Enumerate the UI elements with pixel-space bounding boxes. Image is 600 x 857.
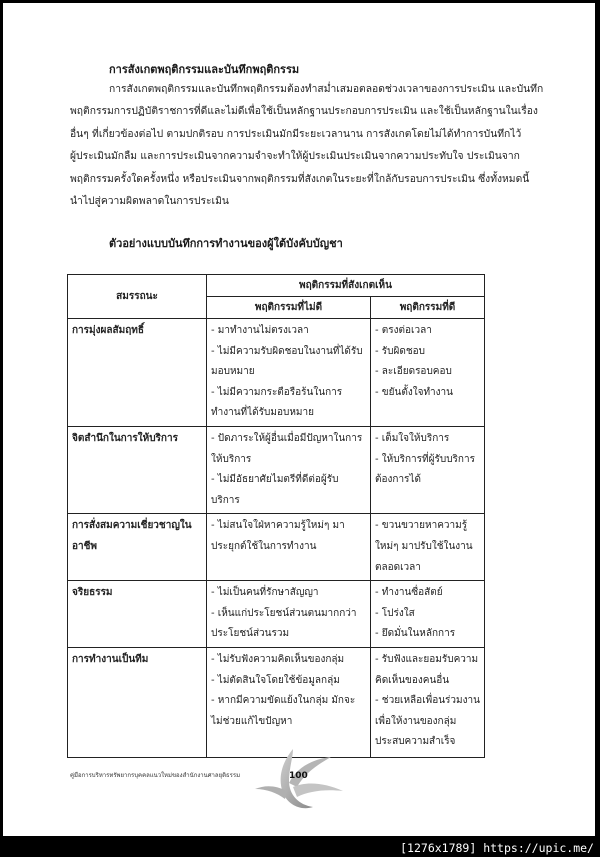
good-behavior-item: - ให้บริการที่ผู้รับบริการต้องการได้ [375,453,475,486]
bad-behavior-cell [207,319,371,427]
table-row [68,319,485,427]
good-behavior-cell [371,319,485,427]
competency-cell: การสั่งสมความเชี่ยวชาญในอาชีพ [68,514,207,581]
paragraph-line: อื่นๆ ที่เกี่ยวข้องต่อไป ตามปกติรอบ การประเมินมักมีระยะเวลานาน การสังเกตโดยไม่ได้ทำการบันทึกไว้ [70,127,522,140]
bad-behavior-item: - ปัดภาระให้ผู้อื่นเมื่อมีปัญหาในการให้บริการ [211,432,363,465]
paragraph-line: พฤติกรรมการปฏิบัติราชการที่ดีและไม่ดีเพื่อใช้เป็นหลักฐานประกอบการประเมิน และใช้เป็นหลักฐานในเรื่อง [70,105,538,118]
good-behavior-cell [371,426,485,513]
bad-behavior-item: - ไม่เป็นคนที่รักษาสัญญา [211,587,319,599]
competency-cell: จิตสำนึกในการให้บริการ [68,426,207,513]
table-row [68,514,485,581]
bad-behavior-item: - ไม่สนใจใฝ่หาความรู้ใหม่ๆ มาประยุกต์ใช้ในการทำงาน [211,520,345,552]
good-behavior-item: - โปร่งใส [375,607,415,619]
good-behavior-item: - ละเอียดรอบคอบ [375,366,452,378]
good-behavior-item: - รับผิดชอบ [375,345,425,357]
table-row [68,426,485,513]
paragraph-line: นำไปสู่ความผิดพลาดในการประเมิน [70,195,229,208]
good-behavior-item: - ขวนขวายหาความรู้ใหม่ๆ มาปรับใช้ในงานตลอดเวลา [375,520,473,573]
bad-behavior-cell [207,426,371,513]
good-behavior-cell [371,514,485,581]
good-behavior-item: - ยึดมั่นในหลักการ [375,628,456,640]
page-number: 100 [289,771,308,781]
document-page [3,3,595,836]
bad-behavior-item: - หากมีความขัดแย้งในกลุ่ม มักจะไม่ช่วยแก้ไขปัญหา [211,695,356,727]
paragraph-line: การสังเกตพฤติกรรมและบันทึกพฤติกรรมต้องทำสม่ำเสมอตลอดช่วงเวลาของการประเมิน และบันทึก [109,83,544,95]
section-paragraph [70,78,544,212]
header-observed-behavior: พฤติกรรมที่สังเกตเห็น [207,275,485,297]
example-heading: ตัวอย่างแบบบันทึกการทำงานของผู้ใต้บังคับบัญชา [109,237,343,250]
bad-behavior-item: - ไม่ตัดสินใจโดยใช้ข้อมูลกลุ่ม [211,674,340,686]
competency-cell: การมุ่งผลสัมฤทธิ์ [68,319,207,427]
competency-cell: จริยธรรม [68,581,207,648]
paragraph-line: พฤติกรรมครั้งใดครั้งหนึ่ง หรือประเมินจากพฤติกรรมที่สังเกตในระยะที่ใกล้กับรอบการประเมิน ซึ่งทั้งหมดนี้ [70,172,530,185]
good-behavior-cell [371,647,485,757]
bad-behavior-item: - ไม่มีอัธยาศัยไมตรีที่ดีต่อผู้รับบริการ [211,474,339,506]
bad-behavior-item: - ไม่มีความกระตือรือร้นในการทำงานที่ได้รับมอบหมาย [211,386,343,419]
bad-behavior-cell [207,647,371,757]
bad-behavior-item: - ไม่รับฟังความคิดเห็นของกลุ่ม [211,653,345,665]
bad-behavior-item: - เห็นแก่ประโยชน์ส่วนตนมากกว่าประโยชน์ส่วนรวม [211,607,357,640]
behavior-record-table [67,274,485,758]
competency-cell: การทำงานเป็นทีม [68,647,207,757]
bad-behavior-item: - มาทำงานไม่ตรงเวลา [211,325,309,336]
table-header-row [68,275,485,297]
bad-behavior-cell [207,514,371,581]
good-behavior-item: - ขยันตั้งใจทำงาน [375,386,453,398]
bad-behavior-item: - ไม่มีความรับผิดชอบในงานที่ได้รับมอบหมาย [211,345,363,378]
paragraph-line: ผู้ประเมินมักลืม และการประเมินจากความจำจะทำให้ผู้ประเมินประเมินจากความประทับใจ ประเมินจาก [70,150,520,163]
good-behavior-item: - ทำงานซื่อสัตย์ [375,587,443,599]
good-behavior-item: - เต็มใจให้บริการ [375,432,450,444]
bad-behavior-cell [207,581,371,648]
table-row [68,581,485,648]
footer-book-title: คู่มือการบริหารทรัพยากรบุคคลแนวใหม่ของสำนักงานศาลยุติธรรม [70,772,241,779]
good-behavior-item: - ช่วยเหลือเพื่อนร่วมงานเพื่อให้งานของกลุ่มประสบความสำเร็จ [375,695,480,748]
good-behavior-item: - รับฟังและยอมรับความคิดเห็นของคนอื่น [375,653,479,686]
header-good-behavior: พฤติกรรมที่ดี [371,297,485,319]
good-behavior-cell [371,581,485,648]
table-row [68,647,485,757]
header-competency: สมรรถนะ [68,275,207,319]
image-size-watermark: [1276x1789] https://upic.me/ [400,841,594,855]
section-heading: การสังเกตพฤติกรรมและบันทึกพฤติกรรม [109,63,300,76]
good-behavior-item: - ตรงต่อเวลา [375,325,432,336]
header-bad-behavior: พฤติกรรมที่ไม่ดี [207,297,371,319]
